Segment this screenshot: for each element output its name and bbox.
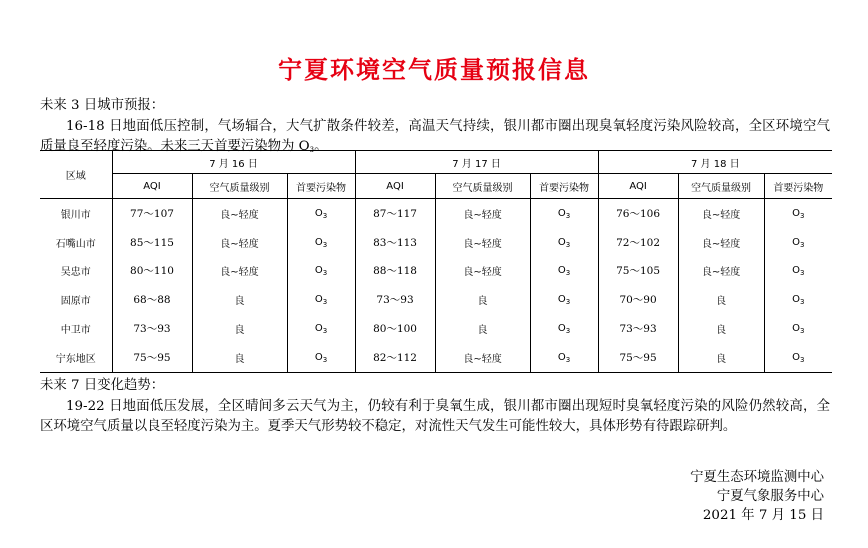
level-cell: 良~轻度 [435, 343, 530, 372]
forecast-table-body [40, 199, 832, 373]
region-cell: 中卫市 [60, 325, 91, 337]
pollutant-sub: 3 [800, 240, 805, 249]
pollutant-sub: 3 [322, 327, 328, 336]
region-cell: 石嘴山市 [55, 238, 96, 250]
pollutant-sub: 3 [565, 355, 571, 364]
level-cell: 良~轻度 [435, 257, 530, 286]
pollutant-cell [287, 285, 355, 314]
pollutant-cell [287, 257, 355, 286]
region-cell: 吴忠市 [60, 267, 91, 279]
pollutant-base: O [792, 207, 801, 219]
pollutant-sub: 3 [565, 269, 571, 278]
pollutant-cell [530, 285, 598, 314]
signature-org-1: 宁夏生态环境监测中心 [690, 470, 824, 485]
pollutant-header: 首要污染物 [287, 174, 355, 199]
date-header-2: 7 月 17 日 [355, 151, 598, 174]
pollutant-sub: 3 [565, 211, 571, 220]
pollutant-cell [764, 228, 832, 257]
pollutant-base: O [314, 207, 323, 219]
pollutant-cell [764, 314, 832, 343]
level-cell: 良 [678, 314, 764, 343]
level-header: 空气质量级别 [678, 174, 764, 199]
aqi-cell: 75～105 [598, 257, 678, 286]
pollutant-sub: 3 [800, 269, 805, 278]
aqi-cell: 80～110 [112, 257, 192, 286]
pollutant-base: O [557, 207, 566, 219]
aqi-cell: 87～117 [355, 199, 435, 228]
signature-block [690, 468, 824, 525]
forecast-3day-end: 。 [314, 139, 328, 154]
pollutant-base: O [314, 351, 323, 363]
region-cell: 宁东地区 [55, 353, 96, 365]
table-row [40, 228, 832, 257]
pollutant-sub: 3 [322, 211, 328, 220]
level-cell: 良~轻度 [678, 199, 764, 228]
aqi-cell: 82～112 [355, 343, 435, 372]
pollutant-base: O [792, 265, 801, 277]
forecast-table [40, 150, 832, 373]
aqi-cell: 85～115 [112, 228, 192, 257]
table-row [40, 257, 832, 286]
pollutant-base: O [557, 236, 566, 248]
pollutant-base: O [314, 323, 323, 335]
level-cell: 良 [192, 285, 287, 314]
table-row [40, 199, 832, 228]
pollutant-sub: 3 [800, 327, 805, 336]
date-header-3: 7 月 18 日 [598, 151, 832, 174]
pollutant-cell [287, 199, 355, 228]
pollutant-cell [530, 257, 598, 286]
pollutant-sub: 3 [322, 355, 328, 364]
aqi-cell: 88～118 [355, 257, 435, 286]
aqi-cell: 70～90 [598, 285, 678, 314]
pollutant-cell [287, 314, 355, 343]
pollutant-header: 首要污染物 [530, 174, 598, 199]
pollutant-base: O [557, 294, 566, 306]
pollutant-cell [287, 228, 355, 257]
pollutant-base: O [557, 265, 566, 277]
pollutant-base: O [557, 351, 566, 363]
region-header: 区域 [40, 151, 112, 199]
level-cell: 良~轻度 [192, 199, 287, 228]
aqi-header: AQI [355, 174, 435, 199]
forecast-3day-section [40, 96, 830, 158]
pollutant-sub: 3 [322, 240, 328, 249]
signature-date: 2021 年 7 月 15 日 [702, 508, 824, 523]
pollutant-sub: 3 [565, 298, 571, 307]
pollutant-cell [530, 199, 598, 228]
aqi-header: AQI [598, 174, 678, 199]
pollutant-sub: 3 [322, 269, 328, 278]
level-cell: 良 [435, 314, 530, 343]
pollutant-cell [530, 228, 598, 257]
table-row [40, 314, 832, 343]
table-row [40, 285, 832, 314]
aqi-cell: 75～95 [598, 343, 678, 372]
aqi-cell: 72～102 [598, 228, 678, 257]
aqi-cell: 76～106 [598, 199, 678, 228]
pollutant-sub: 3 [800, 298, 805, 307]
level-cell: 良~轻度 [678, 228, 764, 257]
pollutant-base: O [792, 236, 801, 248]
forecast-3day-heading: 未来 3 日城市预报： [40, 98, 165, 113]
aqi-cell: 75～95 [112, 343, 192, 372]
level-cell: 良 [192, 343, 287, 372]
aqi-cell: 73～93 [598, 314, 678, 343]
pollutant-sub: 3 [565, 240, 571, 249]
trend-7day-body: 19-22 日地面低压发展，全区晴间多云天气为主，仍较有利于臭氧生成，银川都市圈出现短时臭氧轻度污染的风险仍然较高，全区环境空气质量以良至轻度污染为主。夏季天气形势较不稳定，对流性天气发生可能性较大，具体形势有待跟踪研判。 [40, 398, 830, 434]
pollutant-base: O [314, 294, 323, 306]
pollutant-cell [530, 343, 598, 372]
level-cell: 良~轻度 [678, 257, 764, 286]
pollutant-cell [764, 257, 832, 286]
pollutant-cell [287, 343, 355, 372]
pollutant-base: O [557, 323, 566, 335]
forecast-3day-text: 16-18 日地面低压控制，气场辐合，大气扩散条件较差，高温天气持续，银川都市圈出现臭氧轻度污染风险较高，全区环境空气质量良至轻度污染。未来三天首要污染物为 O [40, 118, 830, 154]
pollutant-cell [764, 285, 832, 314]
aqi-cell: 77～107 [112, 199, 192, 228]
level-header: 空气质量级别 [192, 174, 287, 199]
pollutant-sub: 3 [565, 327, 571, 336]
level-cell: 良 [192, 314, 287, 343]
pollutant-base: O [314, 265, 323, 277]
level-cell: 良 [678, 285, 764, 314]
pollutant-cell [530, 314, 598, 343]
pollutant-base: O [792, 351, 801, 363]
date-header-1: 7 月 16 日 [112, 151, 355, 174]
region-cell: 固原市 [60, 296, 91, 308]
aqi-cell: 80～100 [355, 314, 435, 343]
level-cell: 良~轻度 [192, 257, 287, 286]
aqi-cell: 73～93 [355, 285, 435, 314]
pollutant-base: O [792, 294, 801, 306]
pollutant-sub: 3 [800, 355, 805, 364]
level-header: 空气质量级别 [435, 174, 530, 199]
level-cell: 良~轻度 [192, 228, 287, 257]
aqi-cell: 68～88 [112, 285, 192, 314]
pollutant-sub: 3 [322, 298, 328, 307]
aqi-cell: 73～93 [112, 314, 192, 343]
pollutant-sub: 3 [800, 211, 805, 220]
pollutant-base: O [314, 236, 323, 248]
table-row [40, 343, 832, 372]
forecast-3day-sub: 3 [309, 146, 315, 154]
pollutant-header: 首要污染物 [764, 174, 832, 199]
pollutant-base: O [792, 323, 801, 335]
level-cell: 良 [435, 285, 530, 314]
trend-7day-section [40, 376, 830, 438]
level-cell: 良~轻度 [435, 199, 530, 228]
aqi-header: AQI [112, 174, 192, 199]
pollutant-cell [764, 343, 832, 372]
signature-org-2: 宁夏气象服务中心 [716, 489, 824, 504]
page-title: 宁夏环境空气质量预报信息 [278, 55, 590, 84]
aqi-cell: 83～113 [355, 228, 435, 257]
trend-7day-heading: 未来 7 日变化趋势： [40, 378, 165, 393]
level-cell: 良~轻度 [435, 228, 530, 257]
pollutant-cell [764, 199, 832, 228]
level-cell: 良 [678, 343, 764, 372]
region-cell: 银川市 [60, 209, 91, 221]
